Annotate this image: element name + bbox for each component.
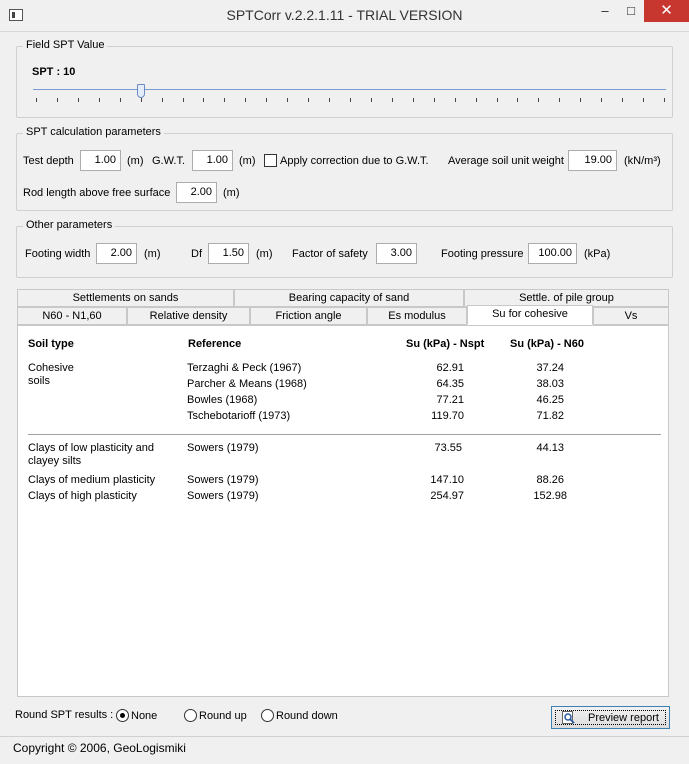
tab-settlements-on-sands[interactable]: Settlements on sands: [17, 289, 234, 307]
radio-none[interactable]: [116, 709, 129, 722]
field-spt-group: [16, 46, 673, 118]
spt-value-label: SPT : 10: [32, 66, 76, 78]
slider-tick: [99, 98, 100, 102]
reference-cell: Sowers (1979): [187, 474, 259, 486]
su-nspt-cell: 73.55: [434, 442, 462, 454]
df-unit: (m): [256, 248, 273, 260]
df-label: Df: [191, 248, 202, 260]
footing-width-unit: (m): [144, 248, 161, 260]
slider-thumb[interactable]: [137, 84, 145, 98]
gwt-label: G.W.T.: [152, 155, 185, 167]
su-nspt-cell: 119.70: [431, 410, 464, 422]
reference-cell: Sowers (1979): [187, 442, 259, 454]
test-depth-label: Test depth: [23, 155, 74, 167]
minimize-button[interactable]: –: [601, 3, 609, 18]
soil-type-cell: Clays of low plasticity and: [28, 442, 154, 454]
close-button[interactable]: ✕: [644, 0, 689, 22]
slider-tick: [183, 98, 184, 102]
slider-tick: [371, 98, 372, 102]
rod-length-label: Rod length above free surface: [23, 187, 171, 199]
soil-type-cell: Clays of high plasticity: [28, 490, 137, 502]
preview-report-label: Preview report: [588, 712, 659, 724]
fos-input[interactable]: 3.00: [376, 243, 417, 264]
su-n60-cell: 44.13: [536, 442, 564, 454]
slider-tick: [308, 98, 309, 102]
test-depth-unit: (m): [127, 155, 144, 167]
magnifier-icon: [562, 711, 576, 725]
title-bar: [0, 0, 689, 32]
slider-tick: [350, 98, 351, 102]
tab-relative-density[interactable]: Relative density: [127, 307, 250, 325]
footing-pressure-label: Footing pressure: [441, 248, 524, 260]
rod-length-unit: (m): [223, 187, 240, 199]
reference-cell: Terzaghi & Peck (1967): [187, 362, 302, 374]
header-soil-type: Soil type: [28, 338, 74, 350]
tab-friction-angle[interactable]: Friction angle: [250, 307, 367, 325]
slider-tick: [266, 98, 267, 102]
reference-cell: Parcher & Means (1968): [187, 378, 307, 390]
su-nspt-cell: 147.10: [430, 474, 464, 486]
slider-tick: [517, 98, 518, 102]
slider-tick: [664, 98, 665, 102]
footing-pressure-input[interactable]: 100.00: [528, 243, 577, 264]
slider-tick: [162, 98, 163, 102]
window-title: SPTCorr v.2.2.1.11 - TRIAL VERSION: [226, 7, 463, 23]
tab-bearing-capacity-of-sand[interactable]: Bearing capacity of sand: [234, 289, 464, 307]
footing-width-label: Footing width: [25, 248, 91, 260]
unit-weight-unit: (kN/m³): [624, 155, 661, 167]
slider-tick: [580, 98, 581, 102]
su-nspt-cell: 254.97: [430, 490, 464, 502]
preview-report-button[interactable]: [551, 706, 670, 729]
reference-cell: Bowles (1968): [187, 394, 258, 406]
soil-type-cohesive-soils: soils: [28, 375, 51, 387]
slider-tick: [413, 98, 414, 102]
tab-settle-of-pile-group[interactable]: Settle. of pile group: [464, 289, 669, 307]
radio-round-down-label: Round down: [276, 710, 338, 722]
tab-vs[interactable]: Vs: [593, 307, 669, 325]
soil-type-cell: Clays of medium plasticity: [28, 474, 156, 486]
gwt-input[interactable]: 1.00: [192, 150, 233, 171]
slider-tick: [141, 98, 142, 102]
other-params-group-title: Other parameters: [23, 219, 115, 231]
soil-type-cell-line2: clayey silts: [28, 455, 82, 467]
unit-weight-input[interactable]: 19.00: [568, 150, 617, 171]
su-n60-cell: 71.82: [536, 410, 564, 422]
footing-pressure-unit: (kPa): [584, 248, 611, 260]
unit-weight-label: Average soil unit weight: [448, 155, 564, 167]
fos-label: Factor of safety: [292, 248, 368, 260]
calc-params-group: [16, 133, 673, 211]
su-n60-cell: 152.98: [533, 490, 567, 502]
slider-tick: [497, 98, 498, 102]
su-n60-cell: 38.03: [536, 378, 564, 390]
slider-tick: [559, 98, 560, 102]
footing-width-input[interactable]: 2.00: [96, 243, 137, 264]
slider-tick: [476, 98, 477, 102]
apply-correction-label: Apply correction due to G.W.T.: [280, 155, 429, 167]
reference-cell: Sowers (1979): [187, 490, 259, 502]
slider-tick: [434, 98, 435, 102]
tab-es-modulus[interactable]: Es modulus: [367, 307, 467, 325]
gwt-unit: (m): [239, 155, 256, 167]
copyright-text: Copyright © 2006, GeoLogismiki: [13, 741, 186, 755]
tab-su-for-cohesive[interactable]: Su for cohesive: [467, 305, 593, 325]
su-n60-cell: 88.26: [536, 474, 564, 486]
header-su-nspt: Su (kPa) - Nspt: [406, 338, 485, 350]
apply-correction-checkbox[interactable]: [264, 154, 277, 167]
su-cohesive-panel: [17, 325, 669, 697]
su-nspt-cell: 77.21: [436, 394, 464, 406]
slider-tick: [329, 98, 330, 102]
slider-tick: [57, 98, 58, 102]
slider-tick: [203, 98, 204, 102]
header-reference: Reference: [188, 338, 242, 350]
slider-tick: [601, 98, 602, 102]
slider-track: [33, 89, 666, 90]
slider-tick: [224, 98, 225, 102]
su-nspt-cell: 64.35: [436, 378, 464, 390]
calc-params-group-title: SPT calculation parameters: [23, 126, 164, 138]
df-input[interactable]: 1.50: [208, 243, 249, 264]
reference-cell: Tschebotarioff (1973): [187, 410, 291, 422]
slider-tick: [643, 98, 644, 102]
header-su-n60: Su (kPa) - N60: [510, 338, 584, 350]
test-depth-input[interactable]: 1.00: [80, 150, 121, 171]
slider-tick: [78, 98, 79, 102]
slider-tick: [120, 98, 121, 102]
su-n60-cell: 46.25: [536, 394, 564, 406]
slider-tick: [455, 98, 456, 102]
radio-none-label: None: [131, 710, 158, 722]
rod-length-input[interactable]: 2.00: [176, 182, 217, 203]
radio-round-up[interactable]: [184, 709, 197, 722]
slider-tick: [245, 98, 246, 102]
slider-tick: [392, 98, 393, 102]
su-n60-cell: 37.24: [536, 362, 564, 374]
su-nspt-cell: 62.91: [436, 362, 464, 374]
radio-round-up-label: Round up: [199, 710, 247, 722]
slider-tick: [36, 98, 37, 102]
radio-round-down[interactable]: [261, 709, 274, 722]
soil-type-cohesive: Cohesive: [28, 362, 74, 374]
maximize-button[interactable]: □: [627, 3, 635, 18]
table-separator: [28, 434, 661, 435]
tab-n60-n160[interactable]: N60 - N1,60: [17, 307, 127, 325]
slider-tick: [287, 98, 288, 102]
round-label: Round SPT results :: [15, 709, 114, 721]
slider-tick: [622, 98, 623, 102]
field-spt-group-title: Field SPT Value: [23, 39, 107, 51]
status-separator: [0, 736, 689, 737]
slider-tick: [538, 98, 539, 102]
